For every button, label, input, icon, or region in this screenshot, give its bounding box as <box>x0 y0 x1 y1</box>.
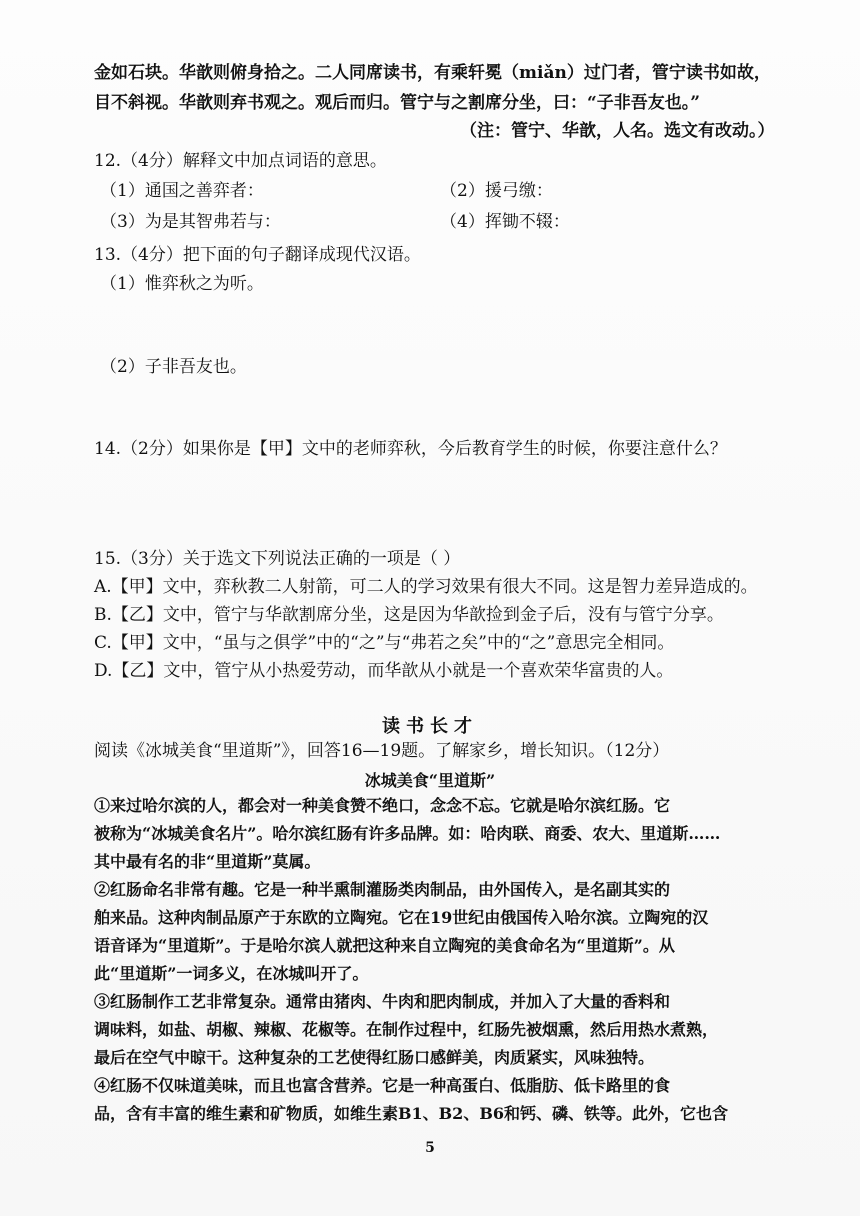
page-number: 5 <box>425 1140 435 1156</box>
question-12-item-3: （3）为是其智弗若与： <box>100 212 281 232</box>
article-p2-line-3: 语音译为“里道斯”。于是哈尔滨人就把这种来自立陶宛的美食命名为“里道斯”。从 <box>94 936 675 955</box>
article-p4-line-1: ④红肠不仅味道美味，而且也富含营养。它是一种高蛋白、低脂肪、低卡路里的食 <box>94 1076 671 1095</box>
question-15-option-c: C.【甲】文中，“虽与之俱学”中的“之”与“弗若之矣”中的“之”意思完全相同。 <box>94 633 675 653</box>
passage-line-1: 金如石块。华歆则俯身拾之。二人同席读书，有乘轩冕（miǎn）过门者，管宁读书如故， <box>94 63 771 83</box>
question-12-item-1: （1）通国之善弈者： <box>100 181 264 201</box>
question-12-item-4: （4）挥锄不辍： <box>440 212 570 232</box>
question-14-stem: 14.（2分）如果你是【甲】文中的老师弈秋，今后教育学生的时候，你要注意什么？ <box>94 439 727 459</box>
question-15-stem: 15.（3分）关于选文下列说法正确的一项是（ ） <box>94 549 461 569</box>
article-p2-line-4: 此“里道斯”一词多义，在冰城叫开了。 <box>94 964 369 983</box>
article-p2-line-2: 舶来品。这种肉制品原产于东欧的立陶宛。它在19世纪由俄国传入哈尔滨。立陶宛的汉 <box>94 908 709 927</box>
question-13-item-1: （1）惟弈秋之为听。 <box>100 274 264 294</box>
article-title: 冰城美食“里道斯” <box>364 771 496 790</box>
question-13-item-2: （2）子非吾友也。 <box>100 357 247 377</box>
article-p3-line-3: 最后在空气中晾干。这种复杂的工艺使得红肠口感鲜美，肉质紧实，风味独特。 <box>94 1048 655 1067</box>
article-p4-line-2: 品，含有丰富的维生素和矿物质，如维生素B1、B2、B6和钙、磷、铁等。此外，它也含 <box>94 1104 728 1123</box>
question-13-stem: 13.（4分）把下面的句子翻译成现代汉语。 <box>94 245 421 265</box>
article-p1-line-2: 被称为“冰城美食名片”。哈尔滨红肠有许多品牌。如：哈肉联、商委、农大、里道斯…… <box>94 824 721 843</box>
question-15-option-a: A.【甲】文中，弈秋教二人射箭，可二人的学习效果有很大不同。这是智力差异造成的。 <box>94 577 758 597</box>
article-p3-line-1: ③红肠制作工艺非常复杂。通常由猪肉、牛肉和肥肉制成，并加入了大量的香料和 <box>94 992 671 1011</box>
passage-line-2: 目不斜视。华歆则弃书观之。观后而归。管宁与之割席分坐，曰：“子非吾友也。” <box>94 93 701 113</box>
article-p1-line-3: 其中最有名的非“里道斯”莫属。 <box>94 852 321 871</box>
article-p1-line-1: ①来过哈尔滨的人，都会对一种美食赞不绝口，念念不忘。它就是哈尔滨红肠。它 <box>94 796 671 815</box>
question-15-option-b: B.【乙】文中，管宁与华歆割席分坐，这是因为华歆捡到金子后，没有与管宁分享。 <box>94 605 724 625</box>
passage-note: （注：管宁、华歆，人名。选文有改动。） <box>460 121 775 141</box>
question-12-stem: 12.（4分）解释文中加点词语的意思。 <box>94 151 387 171</box>
question-12-item-2: （2）援弓缴： <box>440 181 553 201</box>
article-p2-line-1: ②红肠命名非常有趣。它是一种半熏制灌肠类肉制品，由外国传入，是名副其实的 <box>94 880 671 899</box>
article-p3-line-2: 调味料，如盐、胡椒、辣椒、花椒等。在制作过程中，红肠先被烟熏，然后用热水煮熟， <box>94 1020 719 1039</box>
section-intro: 阅读《冰城美食“里道斯”》，回答16—19题。了解家乡，增长知识。（12分） <box>94 741 670 761</box>
section-title: 读书长才 <box>382 716 478 737</box>
question-15-option-d: D.【乙】文中，管宁从小热爱劳动，而华歆从小就是一个喜欢荣华富贵的人。 <box>94 661 674 681</box>
